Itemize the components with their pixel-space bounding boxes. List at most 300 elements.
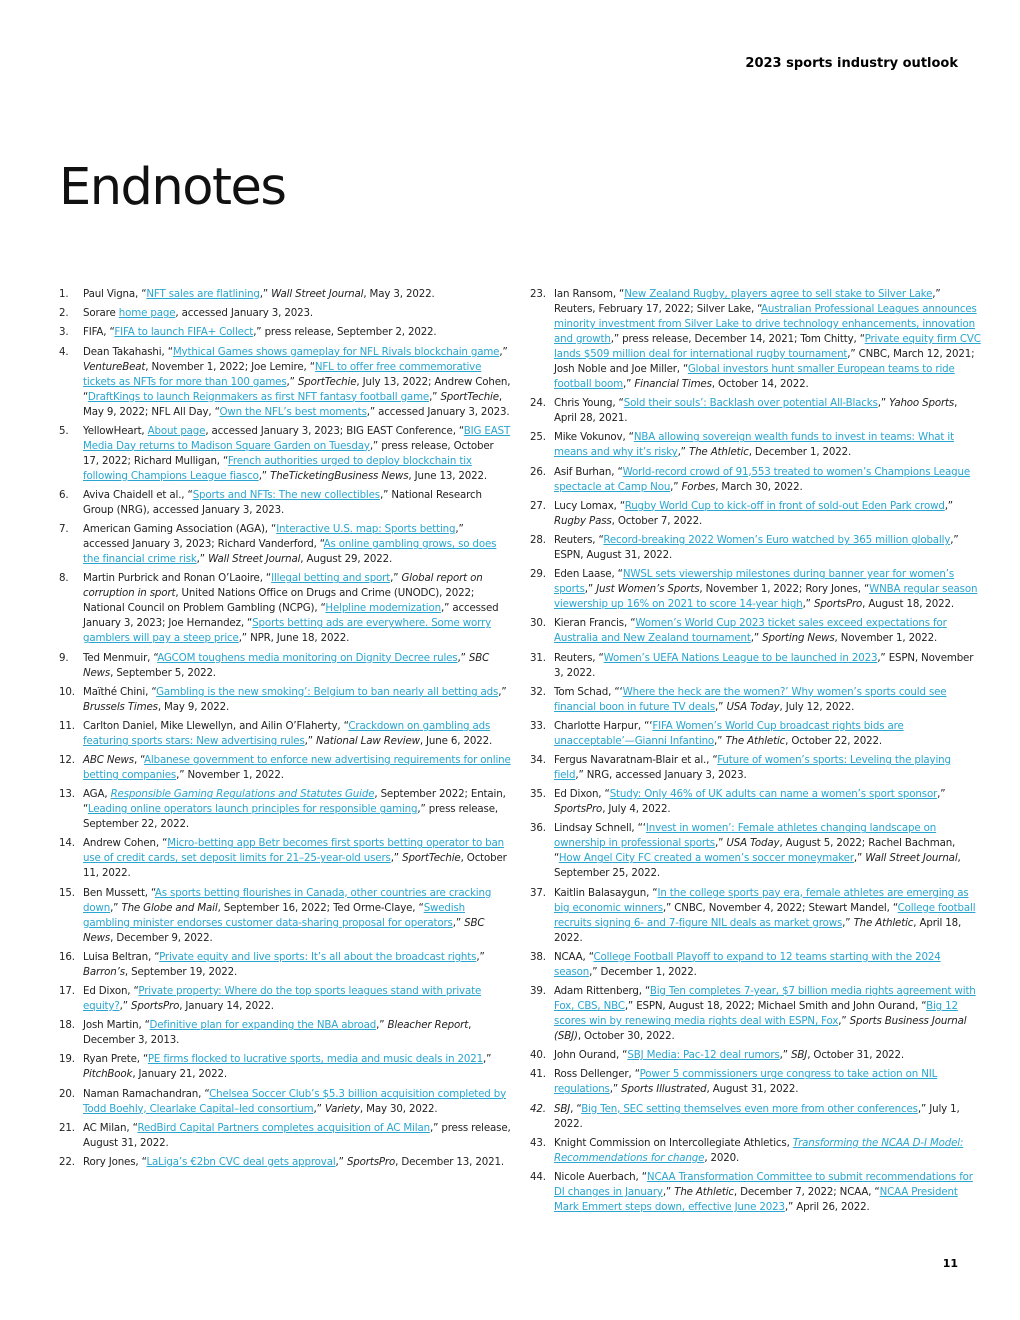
endnote-text: , “ (133, 754, 145, 767)
endnote-text: Knight Commission on Intercollegiate Athletics, (554, 1136, 793, 1149)
document-header-label: 2023 sports industry outlook (745, 56, 958, 71)
endnote-text: Ed Dixon, “ (554, 788, 610, 801)
endnote-text: ,” (483, 1053, 492, 1066)
endnote-text: ,” (877, 397, 890, 410)
endnote-text: ,” Reuters, February 17, 2022; Silver Lake, “ (554, 288, 941, 315)
publication-name: Wall Street Journal (271, 288, 364, 300)
publication-name: Variety (324, 1102, 360, 1115)
endnote-number: 15. (59, 886, 75, 899)
endnote-text: Sorare (83, 307, 119, 320)
endnote-text: ,” (715, 700, 727, 713)
endnote-link[interactable]: Helpline modernization (325, 602, 441, 615)
endnote-text: ,” press release, December 14, 2021; Tom Chitty, “ (610, 333, 865, 345)
endnote-item (530, 753, 982, 783)
endnote-item (59, 719, 511, 749)
endnote-text: Lindsay Schnell, “‘ (554, 822, 646, 835)
publication-name: The Athletic (674, 1185, 734, 1198)
endnote-text: AGA, (83, 788, 111, 801)
endnote-text: , April 28, 2021. (554, 397, 958, 425)
endnote-text: Ryan Prete, “ (83, 1053, 148, 1066)
endnote-link[interactable]: Mythical Games shows gameplay for NFL Rivals blockchain game (172, 345, 500, 358)
endnote-text: Rory Jones, “ (83, 1155, 147, 1168)
endnote-link[interactable]: NCAA Transformation Committee to submit recommendations for DI changes in January (554, 1170, 973, 1198)
endnote-text: ,” April 26, 2022. (784, 1200, 870, 1213)
endnote-link[interactable]: Big 12 scores win by renewing media rights deal with ESPN, Fox (554, 1000, 958, 1027)
endnote-link[interactable]: RedBird Capital Partners completes acquisition of AC Milan (137, 1121, 430, 1134)
endnote-text: ,” (937, 788, 946, 801)
endnote-link[interactable]: Chelsea Soccer Club’s $5.3 billion acquisition completed by Todd Boehly, Clearlake Capital–led consortium (83, 1087, 507, 1115)
endnote-text: , March 30, 2022. (715, 480, 803, 493)
endnote-text: NCAA, “ (554, 950, 594, 963)
endnote-text: ,” (429, 390, 441, 403)
endnote-text: ,” NPR, June 18, 2022. (238, 632, 350, 645)
endnote-number: 27. (530, 499, 546, 512)
endnote-link[interactable]: NWSL sets viewership milestones during banner year for women’s sports (554, 568, 955, 596)
endnote-text: , October 7, 2022. (611, 514, 703, 527)
endnote-link[interactable]: FIFA Women’s World Cup broadcast rights bids are unacceptable’—Gianni Infantino (554, 719, 904, 747)
endnote-text: ,” (842, 916, 854, 929)
endnote-text: , September 16, 2022; Ted Orme-Claye, “ (217, 901, 424, 914)
publication-name: VentureBeat (83, 360, 146, 373)
endnote-link[interactable]: NBA allowing sovereign wealth funds to invest in teams: What it means and why it’s risky (554, 431, 954, 459)
endnote-number: 26. (530, 465, 546, 478)
endnote-link[interactable]: As online gambling grows, so does the financial crime risk (83, 538, 497, 566)
endnote-link[interactable]: French authorities urged to deploy blockchain tix following Champions League fiasco (83, 454, 472, 482)
endnote-text: ,” CNBC, March 12, 2021; Josh Noble and Joe Miller, “ (554, 348, 975, 375)
endnote-link[interactable]: Women’s World Cup 2023 ticket sales exceed expectations for Australia and New Zealand tournament (554, 617, 947, 645)
endnote-text: ,” July 1, 2022. (554, 1102, 960, 1130)
endnote-item (530, 787, 982, 817)
endnote-link[interactable]: Sold their souls’: Backlash over potential All-Blacks (623, 397, 878, 410)
endnote-link[interactable]: Private equity firm CVC lands $509 million deal for international rugby tournament (554, 333, 981, 360)
publication-name: ABC News (83, 754, 134, 767)
endnote-number: 42. (530, 1102, 546, 1115)
endnote-item (59, 886, 511, 946)
endnote-item (59, 1052, 511, 1082)
endnote-text: , July 13, 2022; Andrew Cohen, “ (83, 375, 511, 403)
endnote-number: 20. (59, 1087, 75, 1100)
endnote-number: 16. (59, 950, 75, 963)
endnote-text: , September 25, 2022. (554, 852, 961, 880)
endnote-number: 21. (59, 1121, 75, 1134)
endnote-text: ,” (304, 734, 317, 747)
endnote-link[interactable]: AGCOM toughens media monitoring on Dignity Decree rules (157, 651, 458, 664)
endnote-number: 29. (530, 568, 546, 581)
endnote-text: ,” ESPN, August 31, 2022. (554, 533, 959, 561)
publication-name: Sports Business Journal (SBJ) (554, 1015, 967, 1042)
endnote-text: YellowHeart, (83, 424, 148, 437)
endnote-number: 7. (59, 523, 69, 536)
endnote-number: 28. (530, 533, 546, 546)
endnote-link[interactable]: SBJ Media: Pac-12 deal rumors (627, 1049, 780, 1062)
endnote-item (59, 787, 511, 832)
endnote-link[interactable]: Albanese government to enforce new advertising requirements for online betting companies (83, 754, 511, 782)
endnote-text: , “ (570, 1102, 582, 1115)
endnote-text: Lucy Lomax, “ (554, 499, 625, 512)
publication-name: Global report on corruption in sport (83, 572, 483, 600)
endnote-link[interactable]: Future of women’s sports: Leveling the playing field (554, 754, 951, 782)
endnote-number: 38. (530, 950, 546, 963)
endnote-item (530, 1067, 982, 1097)
endnote-text: ,” (452, 916, 465, 929)
endnote-link[interactable]: Private equity and live sports: It’s all about the broadcast rights (159, 950, 477, 963)
publication-name: Sporting News (762, 632, 835, 645)
endnote-link[interactable]: World-record crowd of 91,553 treated to women’s Champions League spectacle at Camp Nou (554, 465, 971, 493)
endnote-text: ,” (457, 651, 469, 664)
endnote-item (530, 685, 982, 715)
endnote-text: , October 22, 2022. (785, 734, 883, 747)
publication-name: USA Today (726, 700, 780, 713)
endnote-text: , June 13, 2022. (408, 469, 488, 482)
endnote-text: ,” (286, 375, 298, 388)
publication-name: SBC News (83, 651, 490, 679)
endnote-item (59, 1018, 511, 1048)
endnote-text: , November 1, 2022; Rory Jones, “ (699, 583, 870, 596)
publication-name: Wall Street Journal (208, 553, 301, 566)
publication-name: SportTechie (297, 375, 357, 388)
endnote-link[interactable]: Leading online operators launch principles for responsible gaming (87, 803, 418, 816)
endnote-text: , United Nations Office on Drugs and Crime (UNODC), 2022; National Council on Problem Gambling (NCPG), “ (83, 587, 475, 615)
publication-name: SportTechie (402, 852, 461, 865)
endnote-text: ,” accessed January 3, 2023; Richard Vanderford, “ (83, 523, 464, 551)
endnote-link[interactable]: Invest in women’: Female athletes changing landscape on ownership in professional sports (554, 822, 937, 850)
endnote-text: ,” (335, 1155, 347, 1168)
endnote-text: ,” (662, 1185, 675, 1198)
endnote-text: ,” accessed January 3, 2023; Joe Hernandez, “ (83, 602, 499, 630)
endnote-link[interactable]: Record-breaking 2022 Women’s Euro watched by 365 million globally (603, 533, 951, 546)
endnote-item (59, 1087, 511, 1117)
endnote-text: , May 3, 2022. (363, 288, 435, 300)
endnote-text: Dean Takahashi, “ (83, 345, 173, 358)
endnote-text: Andrew Cohen, “ (83, 837, 168, 850)
endnote-text: , July 4, 2022. (602, 803, 671, 816)
endnote-link[interactable]: New Zealand Rugby, players agree to sell stake to Silver Lake (624, 288, 933, 300)
endnote-number: 5. (59, 424, 69, 437)
endnote-link[interactable]: Crackdown on gambling ads featuring sports stars: New advertising rules (83, 719, 491, 747)
endnote-link[interactable]: How Angel City FC created a women’s soccer moneymaker (558, 852, 854, 865)
endnote-text: ,” National Research Group (NRG), accessed January 3, 2023. (83, 488, 482, 516)
endnote-text: ,” CNBC, November 4, 2022; Stewart Mandel, “ (662, 901, 898, 914)
endnote-text: Reuters, “ (554, 533, 604, 546)
endnote-number: 39. (530, 985, 546, 997)
endnote-link[interactable]: home page (118, 307, 176, 320)
endnote-number: 13. (59, 788, 75, 801)
endnote-number: 18. (59, 1019, 75, 1032)
endnote-number: 33. (530, 719, 546, 732)
endnote-text: Kaitlin Balasaygun, “ (554, 886, 658, 899)
endnote-text: , accessed January 3, 2023. (175, 307, 313, 320)
endnote-link[interactable]: Global investors hunt smaller European teams to ride football boom (554, 363, 955, 390)
endnote-text: ,” (259, 288, 272, 300)
endnote-text: Carlton Daniel, Mike Llewellyn, and Ailin O’Flaherty, “ (83, 719, 349, 732)
endnote-text: , September 19, 2022. (124, 965, 238, 978)
endnote-text: American Gaming Association (AGA), “ (83, 523, 277, 536)
endnote-text: , January 21, 2022. (132, 1068, 228, 1081)
publication-name: SportTechie (440, 390, 499, 403)
endnote-item (59, 836, 511, 881)
endnote-text: Ted Menmuir, “ (83, 651, 158, 664)
endnote-text: , October 14, 2022. (711, 378, 809, 390)
endnote-text: ,” (390, 852, 403, 865)
endnote-item (59, 1121, 511, 1151)
endnote-number: 8. (59, 572, 69, 585)
endnote-text: ,” (110, 901, 122, 914)
endnote-text: ,” (750, 632, 763, 645)
endnote-link[interactable]: Own the NFL’s best moments (219, 405, 367, 418)
endnote-text: Naman Ramachandran, “ (83, 1087, 210, 1100)
endnote-item (530, 950, 982, 980)
endnote-number: 35. (530, 788, 546, 801)
endnote-number: 14. (59, 837, 75, 850)
endnote-text: ,” (677, 446, 689, 459)
endnote-item (59, 306, 511, 321)
endnote-link[interactable]: Private property: Where do the top sports leagues stand with private equity? (83, 985, 482, 1012)
endnote-text: ,” (609, 1083, 622, 1096)
endnote-number: 19. (59, 1053, 75, 1066)
endnote-item (530, 1136, 982, 1166)
endnote-text: ,” (119, 1000, 132, 1012)
endnote-text: John Ourand, “ (554, 1049, 628, 1062)
endnote-number: 31. (530, 651, 546, 664)
endnote-text: , April 18, 2022. (554, 916, 962, 944)
endnote-link[interactable]: FIFA to launch FIFA+ Collect (114, 326, 254, 339)
endnote-item (59, 424, 511, 484)
publication-name: Sports Illustrated (621, 1083, 707, 1096)
endnote-number: 25. (530, 431, 546, 444)
endnote-number: 11. (59, 719, 75, 732)
endnote-number: 17. (59, 985, 75, 997)
endnote-item (59, 1155, 511, 1170)
publication-name: SportsPro (813, 598, 863, 611)
endnote-link[interactable]: Transforming the NCAA D-I Model: Recommendations for change (554, 1136, 964, 1164)
endnote-item (530, 1170, 982, 1215)
endnote-number: 1. (59, 288, 69, 300)
endnote-number: 2. (59, 307, 69, 320)
endnote-text: FIFA, “ (83, 326, 115, 339)
endnote-text: , October 31, 2022. (807, 1049, 905, 1062)
page-number: 11 (942, 1257, 958, 1270)
endnote-link[interactable]: NFL to offer free commemorative tickets as NFTs for more than 100 games (83, 360, 482, 388)
endnote-link[interactable]: As sports betting flourishes in Canada, other countries are cracking down (83, 886, 492, 914)
endnote-text: , September 2022; Entain, “ (83, 788, 506, 816)
endnote-text: Luisa Beltran, “ (83, 950, 160, 963)
endnote-link[interactable]: PE firms flocked to lucrative sports, media and music deals in 2021 (147, 1053, 484, 1066)
endnote-number: 34. (530, 754, 546, 767)
endnote-link[interactable]: Definitive plan for expanding the NBA abroad (149, 1019, 377, 1032)
endnote-text: Ben Mussett, “ (83, 886, 155, 899)
endnote-item (530, 499, 982, 529)
endnote-link[interactable]: Sports and NFTs: The new collectibles (192, 488, 380, 501)
endnote-text: Asif Burhan, “ (554, 465, 623, 478)
endnote-link[interactable]: Rugby World Cup to kick-off in front of sold-out Eden Park crowd (624, 499, 945, 512)
endnotes-left-column (59, 287, 511, 1174)
endnote-link[interactable]: BIG EAST Media Day returns to Madison Square Garden on Tuesday (83, 424, 511, 452)
endnote-item (530, 821, 982, 881)
endnote-item (530, 651, 982, 681)
endnote-link[interactable]: NCAA President Mark Emmert steps down, effective June 2023 (554, 1185, 958, 1213)
endnote-text: ,” NRG, accessed January 3, 2023. (575, 769, 747, 782)
endnote-number: 41. (530, 1068, 546, 1081)
publication-name: SportsPro (346, 1155, 396, 1168)
publication-name: National Law Review (316, 734, 420, 747)
endnote-text: ,” ESPN, November 3, 2022. (554, 651, 974, 679)
publication-name: PitchBook (83, 1068, 133, 1081)
endnote-link[interactable]: LaLiga’s €2bn CVC deal gets approval (146, 1155, 336, 1168)
endnote-link[interactable]: Interactive U.S. map: Sports betting (276, 523, 456, 536)
endnote-text: ,” press release, October 17, 2022; Richard Mulligan, “ (83, 439, 494, 467)
endnote-text: , January 14, 2022. (179, 1000, 274, 1012)
endnote-text: , May 9, 2022. (157, 700, 230, 713)
publication-name: SportsPro (554, 803, 603, 816)
endnote-item (530, 465, 982, 495)
endnote-text: Aviva Chaidell et al., “ (83, 488, 193, 501)
endnote-item (59, 345, 511, 420)
endnote-number: 37. (530, 886, 546, 899)
endnote-link[interactable]: Micro-betting app Betr becomes first sports betting operator to ban use of credit cards, set deposit limits for 21–25-year-old users (83, 837, 505, 865)
endnote-text: , October 11, 2022. (83, 852, 507, 880)
endnote-text: ,” (714, 837, 727, 850)
endnote-number: 4. (59, 345, 69, 358)
endnote-text: Mike Vokunov, “ (554, 431, 634, 444)
publication-name: SBJ (791, 1049, 808, 1062)
endnote-link[interactable]: Sports betting ads are everywhere. Some worry gamblers will pay a steep price (83, 617, 491, 645)
endnote-text: , accessed January 3, 2023; BIG EAST Conference, “ (205, 424, 464, 437)
endnote-link[interactable]: Gambling is the new smoking’: Belgium to ban nearly all betting ads (156, 685, 499, 698)
endnote-number: 40. (530, 1049, 546, 1062)
endnote-text: ,” ESPN, August 18, 2022; Michael Smith and John Ourand, “ (624, 1000, 927, 1012)
endnote-item (530, 396, 982, 426)
publication-name: Brussels Times (83, 700, 158, 713)
endnote-number: 9. (59, 651, 69, 664)
endnote-text: , August 29, 2022. (300, 553, 393, 566)
publication-name: Just Women’s Sports (596, 583, 700, 596)
publication-name: Barron’s (83, 965, 125, 978)
endnote-link[interactable]: Study: Only 46% of UK adults can name a women’s sport sponsor (609, 788, 938, 801)
endnote-text: Nicole Auerbach, “ (554, 1170, 647, 1183)
endnote-text: , December 1, 2022. (748, 446, 852, 459)
endnote-link[interactable]: In the college sports pay era, female athletes are emerging as big economic winners (554, 886, 969, 914)
endnote-text: Eden Laase, “ (554, 568, 623, 581)
endnote-item (530, 1102, 982, 1132)
endnote-text: , 2020. (704, 1151, 740, 1164)
endnote-number: 24. (530, 397, 546, 410)
publication-name: The Athletic (688, 446, 749, 459)
endnote-text: ,” (802, 598, 814, 611)
endnote-text: ,” (390, 572, 402, 585)
endnote-item (530, 719, 982, 749)
endnote-text: ,” press release, September 22, 2022. (83, 803, 499, 831)
endnote-text: ,” press release, August 31, 2022. (83, 1121, 511, 1149)
endnote-text: Ed Dixon, “ (83, 985, 139, 997)
endnote-item (530, 430, 982, 460)
endnote-item (59, 950, 511, 980)
endnote-text: ,” (584, 583, 597, 596)
endnote-text: , November 1, 2022. (834, 632, 938, 645)
endnote-item (59, 571, 511, 646)
endnote-link[interactable]: College Football Playoff to expand to 12 teams starting with the 2024 season (554, 950, 941, 978)
endnote-text: ,” (313, 1102, 325, 1115)
endnote-text: Josh Martin, “ (83, 1019, 150, 1032)
endnote-text: ,” (499, 345, 508, 358)
endnote-text: , December 9, 2022. (110, 931, 213, 944)
endnote-item (530, 984, 982, 1044)
endnote-item (59, 651, 511, 681)
endnote-link[interactable]: Big Ten, SEC setting themselves even more from other conferences (581, 1102, 918, 1115)
endnote-number: 3. (59, 326, 69, 339)
endnote-link[interactable]: Australian Professional Leagues announces minority investment from Silver Lake to drive technology enhancements, innovation and growth (554, 303, 977, 345)
endnote-text: Reuters, “ (554, 651, 604, 664)
endnote-text: Adam Rittenberg, “ (554, 985, 650, 997)
endnote-link[interactable]: NFT sales are flatlining (146, 288, 260, 300)
publication-name: The Athletic (725, 734, 786, 747)
endnote-item (530, 567, 982, 612)
endnote-link[interactable]: Power 5 commissioners urge congress to take action on NIL regulations (554, 1068, 938, 1096)
publication-name: The Athletic (853, 916, 914, 929)
endnote-link[interactable]: Where the heck are the women?’ Why women’s sports could see financial boon in future TV deals (554, 685, 947, 713)
endnote-number: 36. (530, 822, 546, 835)
endnote-link[interactable]: Illegal betting and sport (271, 572, 391, 585)
endnote-number: 32. (530, 685, 546, 698)
endnote-link[interactable]: College football recruits signing 6- and 7-figure NIL deals as market grows (554, 901, 976, 929)
endnote-text: Ross Dellenger, “ (554, 1068, 640, 1081)
publication-name: Financial Times (634, 378, 712, 390)
endnote-text: Chris Young, “ (554, 397, 624, 410)
publication-name: Forbes (681, 480, 716, 493)
endnote-text: ,” December 1, 2022. (589, 965, 697, 978)
endnote-item (530, 616, 982, 646)
endnote-text: Maïthé Chini, “ (83, 685, 157, 698)
publication-name: The Globe and Mail (121, 901, 218, 914)
endnote-link[interactable]: Big Ten completes 7-year, $7 billion media rights agreement with Fox, CBS, NBC (554, 985, 976, 1012)
endnote-text: , June 6, 2022. (419, 734, 493, 747)
endnote-text: ,” (779, 1049, 792, 1062)
endnote-text: Charlotte Harpur, “‘ (554, 719, 653, 732)
endnote-link[interactable]: Women’s UEFA Nations League to be launched in 2023 (603, 651, 878, 664)
endnote-text: Paul Vigna, “ (83, 288, 147, 300)
endnote-link[interactable]: WNBA regular season viewership up 16% on 2021 to score 14-year high (554, 583, 978, 611)
endnote-text: ,” (853, 852, 866, 865)
endnote-number: 43. (530, 1136, 546, 1149)
publication-name: Rugby Pass (554, 514, 612, 527)
endnote-text: Tom Schad, “‘ (554, 685, 623, 698)
endnote-text: Fergus Navaratnam-Blair et al., “ (554, 754, 718, 767)
endnote-text: ,” (670, 480, 682, 493)
endnote-link[interactable]: Swedish gambling minister endorses customer data-sharing proposal for operators (83, 901, 466, 929)
endnote-text: , October 30, 2022. (577, 1030, 675, 1042)
publication-name: TheTicketingBusiness News (270, 469, 409, 482)
endnote-number: 30. (530, 617, 546, 630)
publication-name: Wall Street Journal (865, 852, 958, 865)
endnote-text: ,” (476, 950, 485, 963)
endnote-item (59, 287, 511, 302)
endnote-text: ,” (196, 553, 209, 566)
endnote-item (530, 287, 982, 392)
endnote-text: , July 12, 2022. (779, 700, 855, 713)
endnote-number: 6. (59, 488, 69, 501)
endnote-link[interactable]: About page (147, 424, 206, 437)
publication-name: SBJ (554, 1102, 571, 1115)
endnote-number: 10. (59, 685, 75, 698)
endnote-text: , May 9, 2022; NFL All Day, “ (83, 390, 503, 418)
endnote-number: 12. (59, 754, 75, 767)
endnote-link[interactable]: Responsible Gaming Regulations and Statutes Guide (110, 788, 375, 801)
publication-name: Bleacher Report (387, 1019, 469, 1032)
endnote-number: 22. (59, 1155, 75, 1168)
endnote-text: ,” (714, 734, 726, 747)
endnote-link[interactable]: DraftKings to launch Reignmakers as first NFT fantasy football game (87, 390, 430, 403)
endnote-text: , December 13, 2021. (395, 1155, 504, 1168)
endnote-text: Ian Ransom, “ (554, 288, 625, 300)
